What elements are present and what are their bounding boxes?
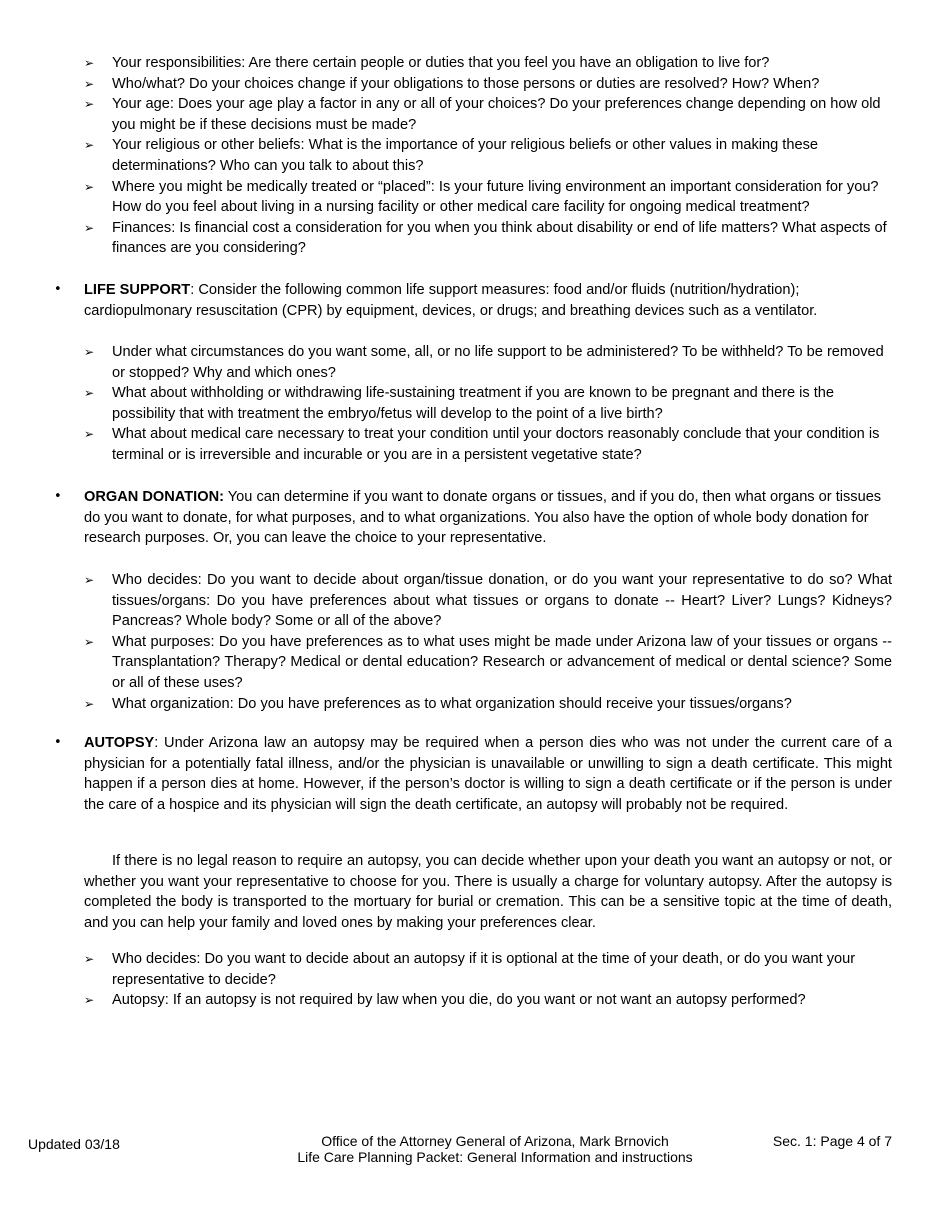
bullet-icon: •	[54, 489, 62, 504]
list-item: ➢ Finances: Is financial cost a consideration for you when you think about disability or end of life matters? What aspects of finances are you considering?	[84, 219, 887, 257]
section-text: : Under Arizona law an autopsy may be required when a person dies who was not under the current care of a physician for a potentially fatal illness, and/or the physician is unavailable or unwilling to sign a death certificate. This might happen if a person dies at home. However, if the person’s doctor is willing to sign a death certificate or if the person is under the care of a hospice and its physician will sign the death certificate, an autopsy will probably not be required.	[84, 735, 892, 813]
section-heading: LIFE SUPPORT	[84, 282, 191, 298]
life-support-question-list	[0, 342, 950, 466]
section-text: : Consider the following common life support measures: food and/or fluids (nutrition/hydration); cardiopulmonary resuscitation (CPR) by equipment, devices, or drugs; and breathing devices such as a ventilator.	[84, 282, 818, 319]
bullet-icon: •	[54, 282, 62, 297]
autopsy-paragraph: If there is no legal reason to require an autopsy, you can decide whether upon your death you want an autopsy or not, or whether you want your representative to choose for you. There is usually a charge for voluntary autopsy. After the autopsy is completed the body is transported to the mortuary for burial or cremation. This can be a sensitive topic at the time of death, and you can help your family and loved ones by making your preferences clear.	[84, 853, 892, 931]
organ-donation-question-list	[0, 570, 950, 714]
arrow-bullet-icon: ➢	[84, 696, 95, 711]
bullet-icon: •	[54, 735, 62, 750]
list-item: ➢ Autopsy: If an autopsy is not required by law when you die, do you want or not want an autopsy performed?	[0, 990, 950, 1011]
list-item: ➢ Under what circumstances do you want some, all, or no life support to be administered? To be withheld? To be removed or stopped? Why and which ones?	[84, 344, 884, 381]
list-item: ➢ Who decides: Do you want to decide about an autopsy if it is optional at the time of your death, or do you want your representative to decide?	[84, 951, 856, 988]
page-number: Sec. 1: Page 4 of 7	[772, 1133, 892, 1149]
arrow-bullet-icon: ➢	[84, 138, 95, 153]
packet-title: Life Care Planning Packet: General Information and instructions	[297, 1149, 693, 1165]
list-item: ➢ Your responsibilities: Are there certain people or duties that you feel you have an obligation to live for?	[0, 53, 950, 74]
arrow-bullet-icon: ➢	[84, 345, 95, 359]
list-item: ➢ What about withholding or withdrawing life-sustaining treatment if you are known to be pregnant and there is the possibility that with treatment the embryo/fetus will develop to the point of a live birth?	[84, 385, 834, 422]
office-name: Office of the Attorney General of Arizona, Mark Brnovich	[321, 1133, 669, 1149]
arrow-bullet-icon: ➢	[84, 427, 95, 442]
list-item: ➢ What about medical care necessary to treat your condition until your doctors reasonably conclude that your condition is terminal or is irreversible and incurable or you are in a persistent vegetative state?	[84, 426, 880, 463]
arrow-bullet-icon: ➢	[84, 386, 95, 401]
life-support-section	[0, 280, 950, 321]
arrow-bullet-icon: ➢	[84, 993, 95, 1008]
arrow-bullet-icon: ➢	[84, 573, 95, 587]
organ-donation-section	[0, 487, 950, 549]
section-heading: AUTOPSY	[84, 735, 155, 751]
arrow-bullet-icon: ➢	[84, 634, 95, 649]
list-item: ➢ What organization: Do you have preferences as to what organization should receive your tissues/organs?	[0, 694, 950, 715]
arrow-bullet-icon: ➢	[84, 76, 95, 91]
list-item: ➢ Your age: Does your age play a factor in any or all of your choices? Do your preferences change depending on how old you might be if these decisions must be made?	[84, 96, 881, 133]
autopsy-question-list	[0, 949, 950, 1011]
section-text: You can determine if you want to donate organs or tissues, and if you do, then what organs or tissues do you want to donate, for what purposes, and to what organizations. You also have the option of whole body donation for research purposes. Or, you can leave the choice to your representative.	[84, 489, 882, 547]
intro-question-list	[0, 53, 950, 259]
list-item: ➢ Who/what? Do your choices change if your obligations to those persons or duties are resolved? How? When?	[0, 74, 950, 95]
autopsy-section	[0, 733, 950, 815]
list-item: ➢ Where you might be medically treated or “placed”: Is your future living environment an important consideration for you? How do you feel about living in a nursing facility or other medical care facility for ongoing medical treatment?	[84, 178, 879, 216]
arrow-bullet-icon: ➢	[84, 179, 95, 194]
updated-date: Updated 03/18	[28, 1136, 120, 1152]
list-item: ➢ Who decides: Do you want to decide about organ/tissue donation, or do you want your representative to do so? What tissues/organs: Do you have preferences about what tissues or organs to donate -- Heart? Liver? Lungs? Kidneys? Pancreas? Whole body? Some or all of the above?	[84, 572, 892, 630]
arrow-bullet-icon: ➢	[84, 952, 95, 966]
list-item: ➢ What purposes: Do you have preferences as to what uses might be made under Arizona law of your tissues or organs -- Transplantation? Therapy? Medical or dental education? Research or advancement of medical or dental science? Some or all of these uses?	[84, 633, 892, 691]
list-item: ➢ Your religious or other beliefs: What is the importance of your religious beliefs or other values in making these determinations? Who can you talk to about this?	[84, 137, 819, 174]
arrow-bullet-icon: ➢	[84, 56, 95, 70]
arrow-bullet-icon: ➢	[84, 220, 95, 235]
arrow-bullet-icon: ➢	[84, 97, 95, 112]
section-heading: ORGAN DONATION:	[84, 489, 224, 505]
